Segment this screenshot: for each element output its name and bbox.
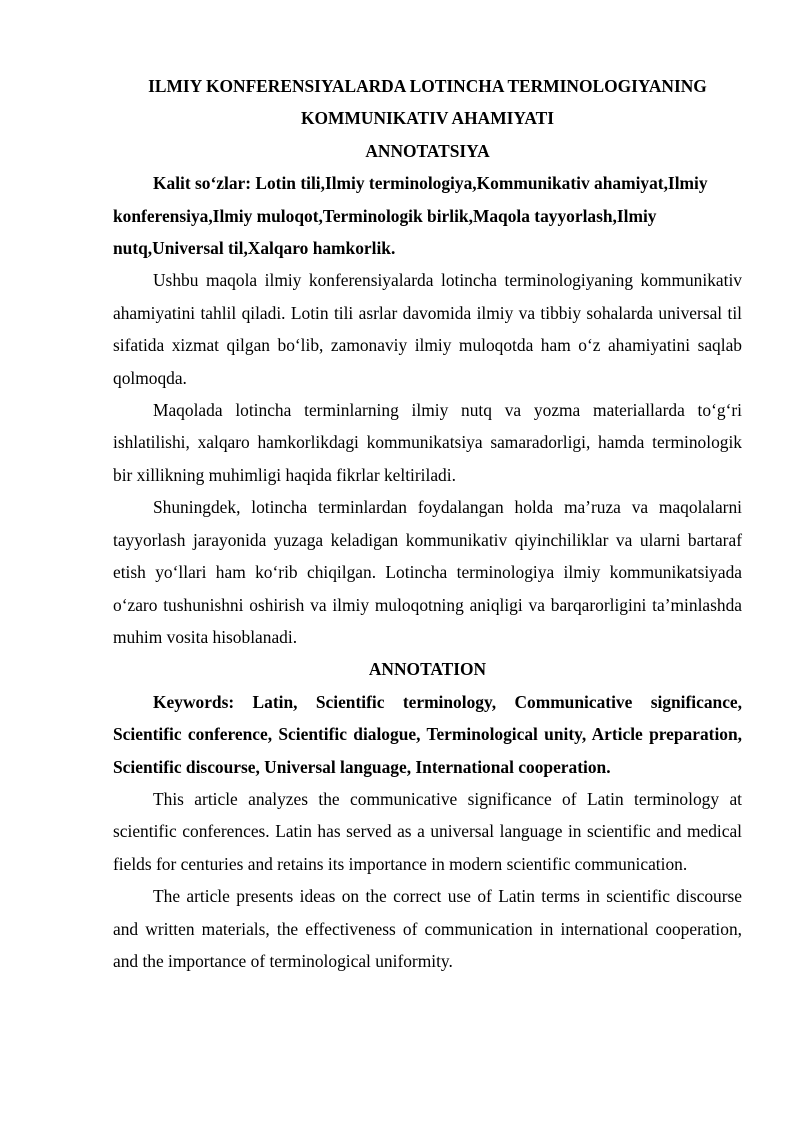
title-line-2: KOMMUNIKATIV AHAMIYATI: [301, 108, 554, 129]
annotatsiya-paragraph-2: Maqolada lotincha terminlarning ilmiy nutq va yozma materiallarda to‘g‘ri ishlatilishi, xalqaro hamkorlikdagi kommunikatsiya samaradorligi, hamda terminologik bir xillikning muhimligi haqida fikrlar keltiriladi.: [113, 400, 742, 485]
document-page: [113, 70, 742, 977]
annotatsiya-heading: ANNOTATSIYA: [365, 140, 490, 161]
annotatsiya-paragraph-3: Shuningdek, lotincha terminlardan foydalangan holda ma’ruza va maqolalarni tayyorlash jarayonida yuzaga keladigan kommunikativ qiyinchiliklar va ularni bartaraf etish yo‘llari ham ko‘rib chiqilgan. Lotincha terminologiya ilmiy kommunikatsiyada o‘zaro tushunishni oshirish va ilmiy muloqotning aniqligi va barqarorligini ta’minlashda muhim vosita hisoblanadi.: [113, 497, 742, 647]
annotation-keywords: Keywords: Latin, Scientific terminology, Communicative significance, Scientific conference, Scientific dialogue, Terminological unity, Article preparation, Scientific discourse, Universal language, International cooperation.: [113, 691, 742, 777]
annotation-heading: ANNOTATION: [368, 659, 487, 680]
annotation-paragraph-1: This article analyzes the communicative significance of Latin terminology at scientific conferences. Latin has served as a universal language in scientific and medical fields for centuries and retains its importance in modern scientific communication.: [113, 788, 742, 874]
title-line-1: ILMIY KONFERENSIYALARDA LOTINCHA TERMINOLOGIYANING: [148, 76, 707, 96]
annotatsiya-keywords: Kalit so‘zlar: Lotin tili,Ilmiy terminologiya,Kommunikativ ahamiyat,Ilmiy konferensiya,Ilmiy muloqot,Terminologik birlik,Maqola tayyorlash,Ilmiy nutq,Universal til,Xalqaro hamkorlik.: [113, 173, 708, 259]
annotatsiya-paragraph-1: Ushbu maqola ilmiy konferensiyalarda lotincha terminologiyaning kommunikativ ahamiyatini tahlil qiladi. Lotin tili asrlar davomida ilmiy va tibbiy sohalarda universal til sifatida xizmat qilgan bo‘lib, zamonaviy ilmiy muloqotda ham o‘z ahamiyatini saqlab qolmoqda.: [113, 270, 742, 388]
annotation-paragraph-2: The article presents ideas on the correct use of Latin terms in scientific discourse and written materials, the effectiveness of communication in international cooperation, and the importance of terminological uniformity.: [113, 886, 742, 971]
